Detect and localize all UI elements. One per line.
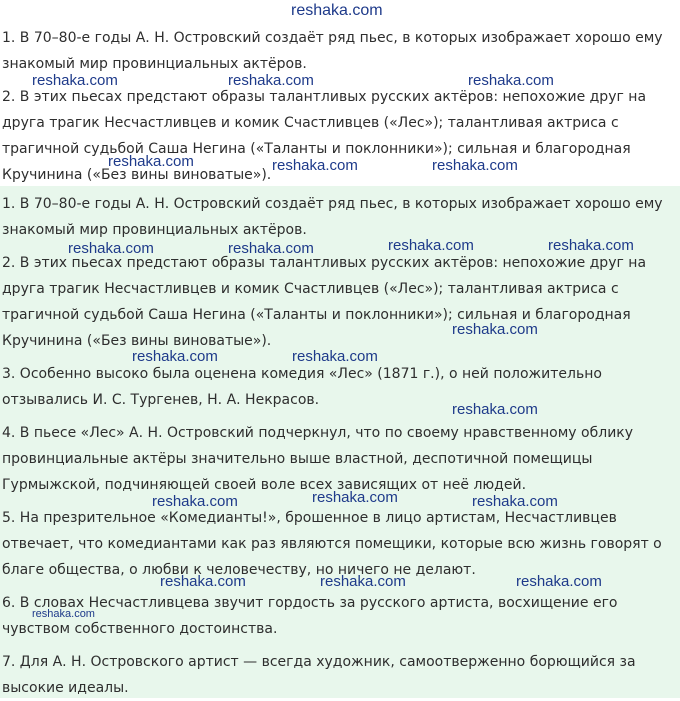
answer-paragraph-6: 6. В словах Несчастливцева звучит гордость за русского артиста, восхищение его чувством собственного достоинства. [2,595,618,637]
watermark: reshaka.com [320,573,406,590]
watermark: reshaka.com [452,321,538,338]
top-paragraph-2: 2. В этих пьесах предстают образы талантливых русских актёров: непохожие друг на друга трагик Несчастливцев и комик Счастливцев («Лес»); талантливая актриса с трагичной судьбой Саша Негина («Таланты и поклонники»); сильная и благородная Кручинина («Без вины виноватые»). [2,89,647,183]
watermark: reshaka.com [32,72,118,89]
watermark: reshaka.com [312,489,398,506]
watermark: reshaka.com [68,240,154,257]
top-paragraph-1: 1. В 70–80-е годы А. Н. Островский создаёт ряд пьес, в которых изображает хорошо ему знакомый мир провинциальных актёров. [2,30,663,72]
answer-paragraph-1: 1. В 70–80-е годы А. Н. Островский создаёт ряд пьес, в которых изображает хорошо ему знакомый мир провинциальных актёров. [2,196,663,238]
answer-paragraph-5: 5. На презрительное «Комедианты!», брошенное в лицо артистам, Несчастливцев отвечает, что комедиантами как раз являются помещики, которые всю жизнь говорят о благе общества, о любви к человечеству, но ничего не делают. [2,510,662,578]
watermark: reshaka.com [516,573,602,590]
watermark: reshaka.com [452,401,538,418]
watermark: reshaka.com [548,237,634,254]
watermark: reshaka.com [272,157,358,174]
answer-paragraph-3: 3. Особенно высоко была оценена комедия «Лес» (1871 г.), о ней положительно отзывались И. С. Тургенев, Н. А. Некрасов. [2,366,602,408]
watermark: reshaka.com [472,493,558,510]
watermark: reshaka.com [108,153,194,170]
watermark: reshaka.com [32,608,95,620]
watermark: reshaka.com [228,72,314,89]
watermark: reshaka.com [432,157,518,174]
watermark: reshaka.com [160,573,246,590]
site-header-logo[interactable]: reshaka.com [291,2,383,19]
answer-paragraph-2: 2. В этих пьесах предстают образы талантливых русских актёров: непохожие друг на друга трагик Несчастливцев и комик Счастливцев («Лес»); талантливая актриса с трагичной судьбой Саша Негина («Таланты и поклонники»); сильная и благородная Кручинина («Без вины виноватые»). [2,255,647,349]
watermark: reshaka.com [228,240,314,257]
watermark: reshaka.com [468,72,554,89]
watermark: reshaka.com [132,348,218,365]
watermark: reshaka.com [292,348,378,365]
watermark: reshaka.com [152,493,238,510]
answer-paragraph-4: 4. В пьесе «Лес» А. Н. Островский подчеркнул, что по своему нравственному облику провинциальные актёры значительно выше властной, деспотичной помещицы Гурмыжской, подчиняющей своей воле всех зависящих от неё людей. [2,425,634,493]
answer-paragraph-7: 7. Для А. Н. Островского артист — всегда художник, самоотверженно борющийся за высокие идеалы. [2,654,636,696]
watermark: reshaka.com [388,237,474,254]
